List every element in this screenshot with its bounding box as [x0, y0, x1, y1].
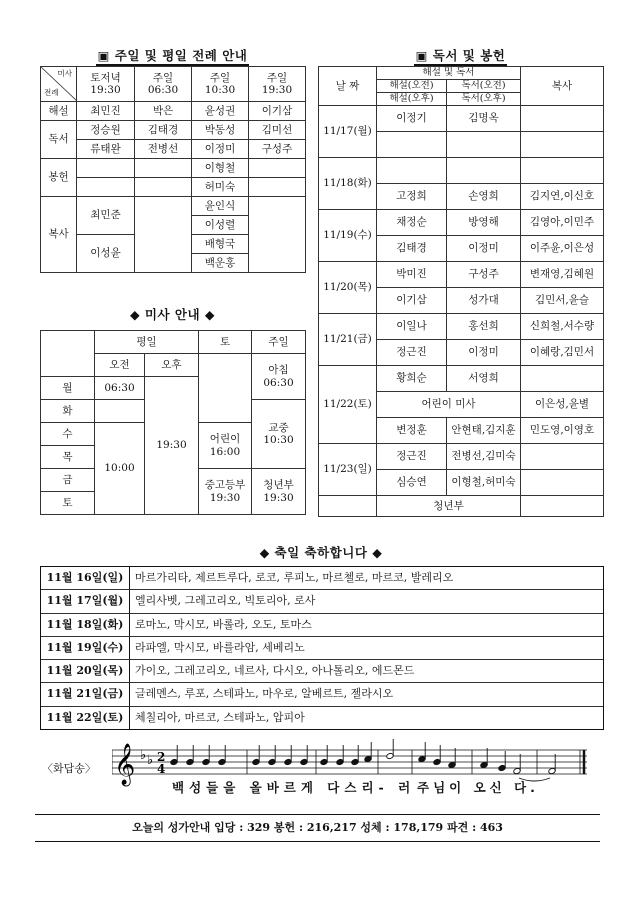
corner-cell	[41, 331, 95, 377]
cell: 김지연,이신호	[521, 184, 604, 210]
cell: 허미숙	[192, 178, 249, 197]
cell	[521, 132, 604, 158]
day-label: 월	[41, 377, 95, 400]
cell	[521, 444, 604, 470]
cell	[521, 106, 604, 132]
cell: 이성윤	[77, 235, 135, 273]
col-header: 주일 19:30	[249, 67, 306, 102]
cell	[249, 178, 306, 197]
row-label: 복사	[41, 197, 77, 273]
mass-schedule-table	[40, 66, 306, 273]
weekday-pm-time: 19:30	[145, 377, 199, 515]
cell	[77, 159, 135, 178]
mass-guide-table	[40, 330, 306, 515]
cell	[135, 197, 192, 273]
boksa-header: 복사	[521, 67, 604, 106]
cell: 민도영,이영호	[521, 418, 604, 444]
cell	[199, 354, 252, 423]
cell: 안현태,김지훈	[447, 418, 521, 444]
cell: 성가대	[447, 288, 521, 314]
date-cell: 11/17(월)	[319, 106, 377, 158]
cell: 심승연	[377, 470, 447, 496]
feast-row: 11월 16일(일) 마르가리타, 제르트루다, 로코, 루피노, 마르첼로, 마르코, 발레리오	[41, 567, 603, 590]
col-header: 주일 10:30	[192, 67, 249, 102]
cell: 박은	[135, 102, 192, 121]
cell: 이성렬	[192, 216, 249, 235]
feast-row: 11월 20일(목) 가이오, 그레고리오, 네르사, 다시오, 아나톨리오, 에드몬드	[41, 660, 603, 683]
cell: 홍선희	[447, 314, 521, 340]
cell: 구성주	[249, 140, 306, 159]
row-label: 봉헌	[41, 159, 77, 197]
cell: 김영아,이민주	[521, 210, 604, 236]
haeseol-pm-header: 해설(오후)	[377, 93, 447, 106]
cell: 이은성,윤별	[521, 392, 604, 418]
cell: 김미선	[249, 121, 306, 140]
flat-icon: ♭	[140, 748, 147, 763]
svg-text:2: 2	[157, 750, 166, 764]
col-header: 토저녁 19:30	[77, 67, 135, 102]
cell: 박동성	[192, 121, 249, 140]
cell: 이기삼	[249, 102, 306, 121]
cell: 정근진	[377, 444, 447, 470]
cell: 전병선,김미숙	[447, 444, 521, 470]
cell: 이정미	[447, 340, 521, 366]
cell: 이정기	[377, 106, 447, 132]
cell	[447, 158, 521, 184]
cell: 김명옥	[447, 106, 521, 132]
cell	[377, 158, 447, 184]
cell: 김태경	[135, 121, 192, 140]
date-header: 날 짜	[319, 67, 377, 106]
cell: 윤인식	[192, 197, 249, 216]
am-header: 오전	[95, 354, 145, 377]
cell	[77, 178, 135, 197]
feast-row: 11월 18일(화) 로마노, 막시모, 바롤라, 오도, 토마스	[41, 614, 603, 637]
saturday-children: 어린이 16:00	[199, 423, 252, 469]
cell: 변재영,김혜원	[521, 262, 604, 288]
svg-text:4: 4	[157, 762, 166, 776]
cell: 이혜랑,김민서	[521, 340, 604, 366]
corner-cell: 미사 전례	[41, 67, 77, 102]
lyrics-line-1: 백성들을 올바르게 다스리- 러	[172, 780, 416, 795]
feast-row: 11월 22일(토) 체칠리아, 마르코, 스테파노, 압피아	[41, 707, 603, 729]
children-mass-cell: 어린이 미사	[377, 392, 521, 418]
weekday-am-time: 10:00	[95, 423, 145, 515]
response-label: 〈화답송〉	[42, 762, 96, 775]
row-label: 독서	[41, 121, 77, 159]
date-cell: 11/19(수)	[319, 210, 377, 262]
cell: 김민서,윤슬	[521, 288, 604, 314]
flat-icon: ♭	[147, 753, 154, 768]
date-cell: 11/18(화)	[319, 158, 377, 210]
sunday-morning: 아침 06:30	[252, 354, 306, 400]
hymn-guide: 오늘의 성가안내 입당 : 329 봉헌 : 216,217 성체 : 178,179 파견 : 463	[35, 814, 600, 842]
group-header: 해설 및 독서	[377, 67, 521, 80]
day-label: 금	[41, 469, 95, 492]
cell: 황희순	[377, 366, 447, 392]
cell: 김태경	[377, 236, 447, 262]
cell: 고정희	[377, 184, 447, 210]
day-label: 목	[41, 446, 95, 469]
cell: 윤성권	[192, 102, 249, 121]
sunday-young: 청년부 19:30	[252, 469, 306, 515]
cell: 이형철,허미숙	[447, 470, 521, 496]
cell: 구성주	[447, 262, 521, 288]
cell: 변정훈	[377, 418, 447, 444]
cell: 손영희	[447, 184, 521, 210]
row-label: 해설	[41, 102, 77, 121]
cell	[135, 178, 192, 197]
weekday-header: 평일	[95, 331, 199, 354]
cell: 전병선	[135, 140, 192, 159]
haeseol-am-header: 해설(오전)	[377, 80, 447, 93]
cell: 이일나	[377, 314, 447, 340]
youth-cell: 청년부	[377, 496, 521, 517]
sunday-header: 주일	[252, 331, 306, 354]
cell	[95, 400, 145, 423]
cell: 류태완	[77, 140, 135, 159]
feast-table	[40, 566, 604, 730]
feast-row: 11월 21일(금) 글레멘스, 루포, 스테파노, 마우로, 알베르트, 젤라시오	[41, 683, 603, 706]
treble-clef-icon: 𝄞	[114, 744, 136, 785]
cell: 이기삼	[377, 288, 447, 314]
cell: 이형철	[192, 159, 249, 178]
cell	[249, 197, 306, 273]
cell: 06:30	[95, 377, 145, 400]
feast-row: 11월 17일(월) 엘리사벳, 그레고리오, 빅토리아, 로사	[41, 590, 603, 613]
cell: 최민준	[77, 197, 135, 235]
day-label: 수	[41, 423, 95, 446]
cell: 정승원	[77, 121, 135, 140]
cell: 이주윤,이은성	[521, 236, 604, 262]
date-cell: 11/23(일)	[319, 444, 377, 496]
cell: 서영희	[447, 366, 521, 392]
lyrics-line-2: 주님이 오신 다.	[417, 780, 539, 795]
cell: 방영해	[447, 210, 521, 236]
cell: 정근진	[377, 340, 447, 366]
mass-schedule-title: ▣ 주일 및 평일 전례 안내	[40, 46, 305, 64]
cell: 박미진	[377, 262, 447, 288]
feast-title: ◆ 축일 축하합니다 ◆	[259, 545, 383, 560]
cell	[447, 132, 521, 158]
date-cell: 11/22(토)	[319, 366, 377, 444]
day-label: 토	[41, 492, 95, 515]
pm-header: 오후	[145, 354, 199, 377]
readings-table	[318, 66, 604, 517]
date-cell: 11/20(목)	[319, 262, 377, 314]
cell: 최민진	[77, 102, 135, 121]
cell	[521, 470, 604, 496]
col-header: 주일 06:30	[135, 67, 192, 102]
cell: 채정순	[377, 210, 447, 236]
cell	[135, 159, 192, 178]
saturday-youth: 중고등부 19:30	[199, 469, 252, 515]
cell	[319, 496, 377, 517]
cell	[521, 496, 604, 517]
cell	[521, 366, 604, 392]
cell: 배형국	[192, 235, 249, 254]
cell: 이정미	[192, 140, 249, 159]
feast-row: 11월 19일(수) 라파엘, 막시모, 바를라암, 세베리노	[41, 637, 603, 660]
mass-guide-title: ◆ 미사 안내 ◆	[129, 307, 216, 322]
date-cell: 11/21(금)	[319, 314, 377, 366]
cell	[249, 159, 306, 178]
dokseo-pm-header: 독서(오후)	[447, 93, 521, 106]
cell: 이정미	[447, 236, 521, 262]
readings-title: ▣ 독서 및 봉헌	[318, 46, 603, 64]
saturday-header: 토	[199, 331, 252, 354]
cell: 백운홍	[192, 254, 249, 273]
cell	[521, 158, 604, 184]
sunday-main: 교중 10:30	[252, 400, 306, 469]
dokseo-am-header: 독서(오전)	[447, 80, 521, 93]
cell	[377, 132, 447, 158]
cell: 신희철,서수량	[521, 314, 604, 340]
day-label: 화	[41, 400, 95, 423]
